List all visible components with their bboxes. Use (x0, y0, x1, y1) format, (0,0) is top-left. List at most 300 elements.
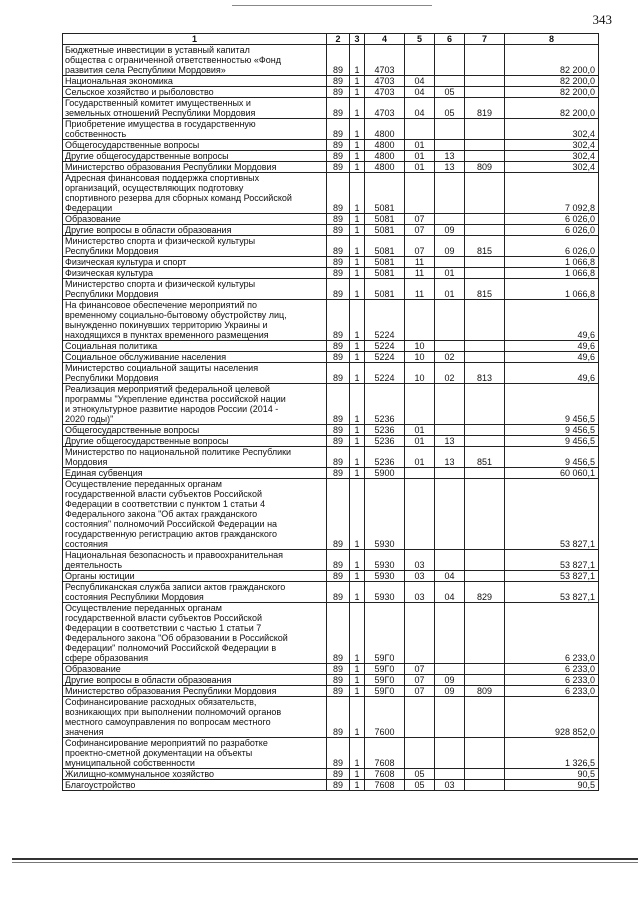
code-column-4: 7608 (365, 769, 405, 780)
code-column-4: 5236 (365, 384, 405, 425)
code-column-4: 5081 (365, 279, 405, 300)
code-column-5: 10 (405, 341, 435, 352)
code-column-7: 809 (465, 686, 505, 697)
row-description (63, 98, 327, 119)
code-column-5 (405, 738, 435, 769)
column-header: 6 (435, 34, 465, 45)
code-column-7 (465, 87, 505, 98)
code-column-4: 5236 (365, 425, 405, 436)
description-line: Социальная политика (65, 341, 158, 351)
code-column-3: 1 (350, 738, 365, 769)
row-description (63, 664, 327, 675)
code-column-4: 7608 (365, 738, 405, 769)
code-column-7 (465, 550, 505, 571)
code-column-6: 03 (435, 780, 465, 791)
code-column-3: 1 (350, 279, 365, 300)
code-column-7 (465, 352, 505, 363)
code-column-3: 1 (350, 697, 365, 738)
code-column-2: 89 (327, 162, 350, 173)
code-column-7 (465, 769, 505, 780)
description-line: Федерации в соответствии с частью 1 статьи 7 (65, 623, 262, 633)
code-column-3: 1 (350, 468, 365, 479)
code-column-4: 5930 (365, 550, 405, 571)
code-column-3: 1 (350, 257, 365, 268)
code-column-3: 1 (350, 425, 365, 436)
code-column-5 (405, 479, 435, 550)
description-line: Республики Мордовия (65, 289, 159, 299)
description-line: Образование (65, 664, 121, 674)
code-column-2: 89 (327, 571, 350, 582)
description-line: организаций, осуществляющих подготовку (65, 183, 244, 193)
table-row (63, 341, 599, 352)
code-column-4: 5900 (365, 468, 405, 479)
description-line: местного самоуправления по вопросам местного (65, 717, 271, 727)
row-description (63, 686, 327, 697)
table-row (63, 257, 599, 268)
table-row (63, 479, 599, 550)
code-column-2: 89 (327, 479, 350, 550)
row-description (63, 352, 327, 363)
amount-cell: 6 233,0 (505, 675, 599, 686)
table-header-row (63, 34, 599, 45)
description-line: программы "Укрепление единства российской нации (65, 394, 286, 404)
code-column-2: 89 (327, 780, 350, 791)
table-row (63, 738, 599, 769)
code-column-7 (465, 257, 505, 268)
description-line: Министерство образования Республики Мордовия (65, 162, 277, 172)
description-line: Единая субвенция (65, 468, 143, 478)
row-description (63, 225, 327, 236)
amount-cell: 49,6 (505, 363, 599, 384)
amount-cell: 1 326,5 (505, 738, 599, 769)
code-column-2: 89 (327, 425, 350, 436)
amount-cell: 302,4 (505, 119, 599, 140)
code-column-5: 11 (405, 279, 435, 300)
row-description (63, 76, 327, 87)
code-column-2: 89 (327, 140, 350, 151)
amount-cell: 49,6 (505, 352, 599, 363)
row-description (63, 571, 327, 582)
table-row (63, 98, 599, 119)
table-row (63, 140, 599, 151)
description-line: Жилищно-коммунальное хозяйство (65, 769, 215, 779)
code-column-3: 1 (350, 76, 365, 87)
code-column-6: 09 (435, 236, 465, 257)
code-column-5: 10 (405, 352, 435, 363)
description-line: Мордовия (65, 457, 108, 467)
description-line: Общегосударственные вопросы (65, 425, 200, 435)
code-column-6 (435, 76, 465, 87)
amount-cell: 1 066,8 (505, 268, 599, 279)
code-column-6: 09 (435, 675, 465, 686)
code-column-5: 03 (405, 550, 435, 571)
description-line: собственность (65, 129, 127, 139)
code-column-2: 89 (327, 769, 350, 780)
code-column-2: 89 (327, 214, 350, 225)
code-column-4: 5236 (365, 447, 405, 468)
amount-cell: 9 456,5 (505, 436, 599, 447)
code-column-5 (405, 603, 435, 664)
description-line: Федерации (65, 203, 113, 213)
amount-cell: 53 827,1 (505, 550, 599, 571)
code-column-5 (405, 384, 435, 425)
code-column-5: 05 (405, 780, 435, 791)
table-row (63, 603, 599, 664)
table-row (63, 550, 599, 571)
description-line: Софинансирование расходных обязательств, (65, 697, 257, 707)
table-row (63, 582, 599, 603)
description-line: Национальная экономика (65, 76, 173, 86)
table-row (63, 447, 599, 468)
code-column-5: 04 (405, 98, 435, 119)
table-row (63, 214, 599, 225)
row-description (63, 45, 327, 76)
row-description (63, 151, 327, 162)
table-row (63, 300, 599, 341)
description-line: Реализация мероприятий федеральной целевой (65, 384, 270, 394)
row-description (63, 603, 327, 664)
amount-cell: 302,4 (505, 162, 599, 173)
description-line: Министерство спорта и физической культуры (65, 279, 256, 289)
code-column-7 (465, 425, 505, 436)
code-column-2: 89 (327, 697, 350, 738)
code-column-2: 89 (327, 664, 350, 675)
code-column-6 (435, 173, 465, 214)
code-column-7: 819 (465, 98, 505, 119)
code-column-6 (435, 45, 465, 76)
code-column-5 (405, 173, 435, 214)
column-header: 2 (327, 34, 350, 45)
budget-table (62, 33, 599, 791)
code-column-2: 89 (327, 468, 350, 479)
code-column-6 (435, 550, 465, 571)
code-column-3: 1 (350, 363, 365, 384)
code-column-4: 5224 (365, 300, 405, 341)
code-column-2: 89 (327, 384, 350, 425)
code-column-6: 04 (435, 582, 465, 603)
code-column-6: 13 (435, 447, 465, 468)
code-column-4: 5081 (365, 236, 405, 257)
code-column-4: 5930 (365, 571, 405, 582)
code-column-6 (435, 479, 465, 550)
table-row (63, 697, 599, 738)
code-column-7 (465, 76, 505, 87)
code-column-3: 1 (350, 151, 365, 162)
code-column-6: 02 (435, 352, 465, 363)
description-line: государственную регистрацию актов гражданского (65, 529, 277, 539)
table-row (63, 151, 599, 162)
column-header: 4 (365, 34, 405, 45)
code-column-7 (465, 268, 505, 279)
code-column-7 (465, 603, 505, 664)
code-column-2: 89 (327, 675, 350, 686)
code-column-5: 01 (405, 151, 435, 162)
code-column-7 (465, 151, 505, 162)
code-column-6: 01 (435, 279, 465, 300)
description-line: Другие вопросы в области образования (65, 675, 232, 685)
code-column-6 (435, 468, 465, 479)
description-line: возникающих при выполнении полномочий органов (65, 707, 282, 717)
amount-cell: 82 200,0 (505, 98, 599, 119)
amount-cell: 6 026,0 (505, 236, 599, 257)
row-description (63, 479, 327, 550)
description-line: общества с ограниченной ответственностью «Фонд (65, 55, 281, 65)
row-description (63, 341, 327, 352)
table-row (63, 236, 599, 257)
code-column-3: 1 (350, 173, 365, 214)
code-column-4: 5236 (365, 436, 405, 447)
top-divider (232, 5, 432, 6)
code-column-4: 59Г0 (365, 686, 405, 697)
table-row (63, 769, 599, 780)
code-column-4: 4703 (365, 87, 405, 98)
code-column-4: 5081 (365, 173, 405, 214)
column-header: 5 (405, 34, 435, 45)
code-column-5 (405, 697, 435, 738)
code-column-7: 815 (465, 279, 505, 300)
description-line: муниципальной собственности (65, 758, 195, 768)
amount-cell: 6 026,0 (505, 214, 599, 225)
row-description (63, 550, 327, 571)
description-line: находящихся в пунктах временного размещения (65, 330, 269, 340)
code-column-3: 1 (350, 98, 365, 119)
row-description (63, 447, 327, 468)
code-column-4: 5930 (365, 479, 405, 550)
column-header: 3 (350, 34, 365, 45)
description-line: состояния" полномочий Российской Федерации на (65, 519, 278, 529)
code-column-7 (465, 780, 505, 791)
code-column-2: 89 (327, 550, 350, 571)
row-description (63, 119, 327, 140)
code-column-5 (405, 300, 435, 341)
code-column-3: 1 (350, 341, 365, 352)
description-line: На финансовое обеспечение мероприятий по (65, 300, 258, 310)
code-column-5 (405, 119, 435, 140)
code-column-7: 829 (465, 582, 505, 603)
code-column-2: 89 (327, 45, 350, 76)
amount-cell: 82 200,0 (505, 45, 599, 76)
code-column-4: 5081 (365, 225, 405, 236)
code-column-7: 813 (465, 363, 505, 384)
code-column-6: 13 (435, 151, 465, 162)
code-column-5 (405, 468, 435, 479)
code-column-2: 89 (327, 436, 350, 447)
amount-cell: 6 026,0 (505, 225, 599, 236)
code-column-7 (465, 341, 505, 352)
description-line: Федерации" полномочий Российской Федерации в (65, 643, 277, 653)
code-column-2: 89 (327, 447, 350, 468)
table-row (63, 76, 599, 87)
description-line: Осуществление переданных органам (65, 603, 222, 613)
description-line: государственной власти субъектов Российской (65, 489, 262, 499)
amount-cell: 90,5 (505, 769, 599, 780)
code-column-6: 13 (435, 162, 465, 173)
code-column-5: 07 (405, 675, 435, 686)
code-column-7 (465, 468, 505, 479)
code-column-6 (435, 697, 465, 738)
code-column-3: 1 (350, 436, 365, 447)
table-body (63, 45, 599, 791)
code-column-6 (435, 214, 465, 225)
description-line: Физическая культура (65, 268, 153, 278)
column-header: 7 (465, 34, 505, 45)
description-line: Адресная финансовая поддержка спортивных (65, 173, 260, 183)
code-column-5: 04 (405, 87, 435, 98)
code-column-4: 59Г0 (365, 664, 405, 675)
row-description (63, 87, 327, 98)
code-column-6: 13 (435, 436, 465, 447)
description-line: значения (65, 727, 104, 737)
table-row (63, 436, 599, 447)
description-line: Государственный комитет имущественных и (65, 98, 251, 108)
row-description (63, 300, 327, 341)
code-column-2: 89 (327, 268, 350, 279)
code-column-5 (405, 45, 435, 76)
code-column-7 (465, 697, 505, 738)
code-column-3: 1 (350, 300, 365, 341)
code-column-3: 1 (350, 352, 365, 363)
amount-cell: 6 233,0 (505, 686, 599, 697)
description-line: Общегосударственные вопросы (65, 140, 200, 150)
code-column-6 (435, 119, 465, 140)
code-column-4: 5224 (365, 363, 405, 384)
row-description (63, 257, 327, 268)
code-column-7: 815 (465, 236, 505, 257)
amount-cell: 928 852,0 (505, 697, 599, 738)
code-column-3: 1 (350, 550, 365, 571)
description-line: временному социально-бытовому обустройству лиц, (65, 310, 287, 320)
code-column-2: 89 (327, 151, 350, 162)
code-column-3: 1 (350, 664, 365, 675)
code-column-6: 05 (435, 87, 465, 98)
row-description (63, 468, 327, 479)
code-column-5: 01 (405, 436, 435, 447)
row-description (63, 780, 327, 791)
row-description (63, 738, 327, 769)
code-column-7 (465, 140, 505, 151)
code-column-7 (465, 479, 505, 550)
code-column-4: 4800 (365, 162, 405, 173)
code-column-6: 01 (435, 268, 465, 279)
code-column-6 (435, 257, 465, 268)
code-column-4: 4800 (365, 140, 405, 151)
code-column-4: 5224 (365, 352, 405, 363)
code-column-4: 59Г0 (365, 603, 405, 664)
code-column-4: 59Г0 (365, 675, 405, 686)
code-column-6 (435, 341, 465, 352)
code-column-3: 1 (350, 119, 365, 140)
bottom-divider-thin (12, 862, 638, 863)
description-line: Органы юстиции (65, 571, 135, 581)
code-column-2: 89 (327, 363, 350, 384)
column-header: 8 (505, 34, 599, 45)
description-line: Федерального закона "Об актах гражданского (65, 509, 258, 519)
table-row (63, 425, 599, 436)
code-column-5: 01 (405, 140, 435, 151)
code-column-7 (465, 214, 505, 225)
table-row (63, 384, 599, 425)
amount-cell: 302,4 (505, 151, 599, 162)
table-row (63, 173, 599, 214)
description-line: Республики Мордовия (65, 373, 159, 383)
code-column-2: 89 (327, 98, 350, 119)
code-column-6 (435, 425, 465, 436)
table-row (63, 225, 599, 236)
table-row (63, 780, 599, 791)
code-column-2: 89 (327, 300, 350, 341)
code-column-2: 89 (327, 76, 350, 87)
description-line: Министерство по национальной политике Республики (65, 447, 292, 457)
description-line: состояния Республики Мордовия (65, 592, 204, 602)
table-row (63, 363, 599, 384)
row-description (63, 268, 327, 279)
code-column-4: 5081 (365, 214, 405, 225)
table-row (63, 279, 599, 300)
code-column-3: 1 (350, 225, 365, 236)
code-column-5: 05 (405, 769, 435, 780)
description-line: спортивного резерва для сборных команд Российской (65, 193, 292, 203)
description-line: Сельское хозяйство и рыболовство (65, 87, 214, 97)
row-description (63, 214, 327, 225)
code-column-4: 7600 (365, 697, 405, 738)
code-column-2: 89 (327, 279, 350, 300)
code-column-5: 03 (405, 571, 435, 582)
code-column-3: 1 (350, 162, 365, 173)
description-line: Республики Мордовия (65, 246, 159, 256)
description-line: деятельность (65, 560, 123, 570)
description-line: 2020 годы)" (65, 414, 114, 424)
row-description (63, 173, 327, 214)
description-line: Благоустройство (65, 780, 136, 790)
code-column-3: 1 (350, 214, 365, 225)
row-description (63, 582, 327, 603)
description-line: государственной власти субъектов Российской (65, 613, 262, 623)
row-description (63, 436, 327, 447)
row-description (63, 697, 327, 738)
row-description (63, 425, 327, 436)
code-column-6: 02 (435, 363, 465, 384)
row-description (63, 363, 327, 384)
code-column-6: 09 (435, 686, 465, 697)
description-line: Федерации в соответствии с пунктом 1 статьи 4 (65, 499, 266, 509)
table-row (63, 87, 599, 98)
code-column-2: 89 (327, 582, 350, 603)
code-column-2: 89 (327, 341, 350, 352)
code-column-7 (465, 571, 505, 582)
table-row (63, 675, 599, 686)
code-column-7 (465, 738, 505, 769)
code-column-6: 09 (435, 225, 465, 236)
code-column-5: 01 (405, 447, 435, 468)
code-column-6: 04 (435, 571, 465, 582)
code-column-2: 89 (327, 119, 350, 140)
description-line: Софинансирование мероприятий по разработке (65, 738, 268, 748)
description-line: Образование (65, 214, 121, 224)
table-row (63, 571, 599, 582)
table-row (63, 45, 599, 76)
code-column-7 (465, 664, 505, 675)
code-column-2: 89 (327, 257, 350, 268)
code-column-6 (435, 140, 465, 151)
description-line: Бюджетные инвестиции в уставный капитал (65, 45, 250, 55)
code-column-7 (465, 384, 505, 425)
code-column-2: 89 (327, 87, 350, 98)
row-description (63, 769, 327, 780)
amount-cell: 7 092,8 (505, 173, 599, 214)
code-column-4: 5930 (365, 582, 405, 603)
code-column-5: 07 (405, 214, 435, 225)
code-column-4: 5081 (365, 268, 405, 279)
